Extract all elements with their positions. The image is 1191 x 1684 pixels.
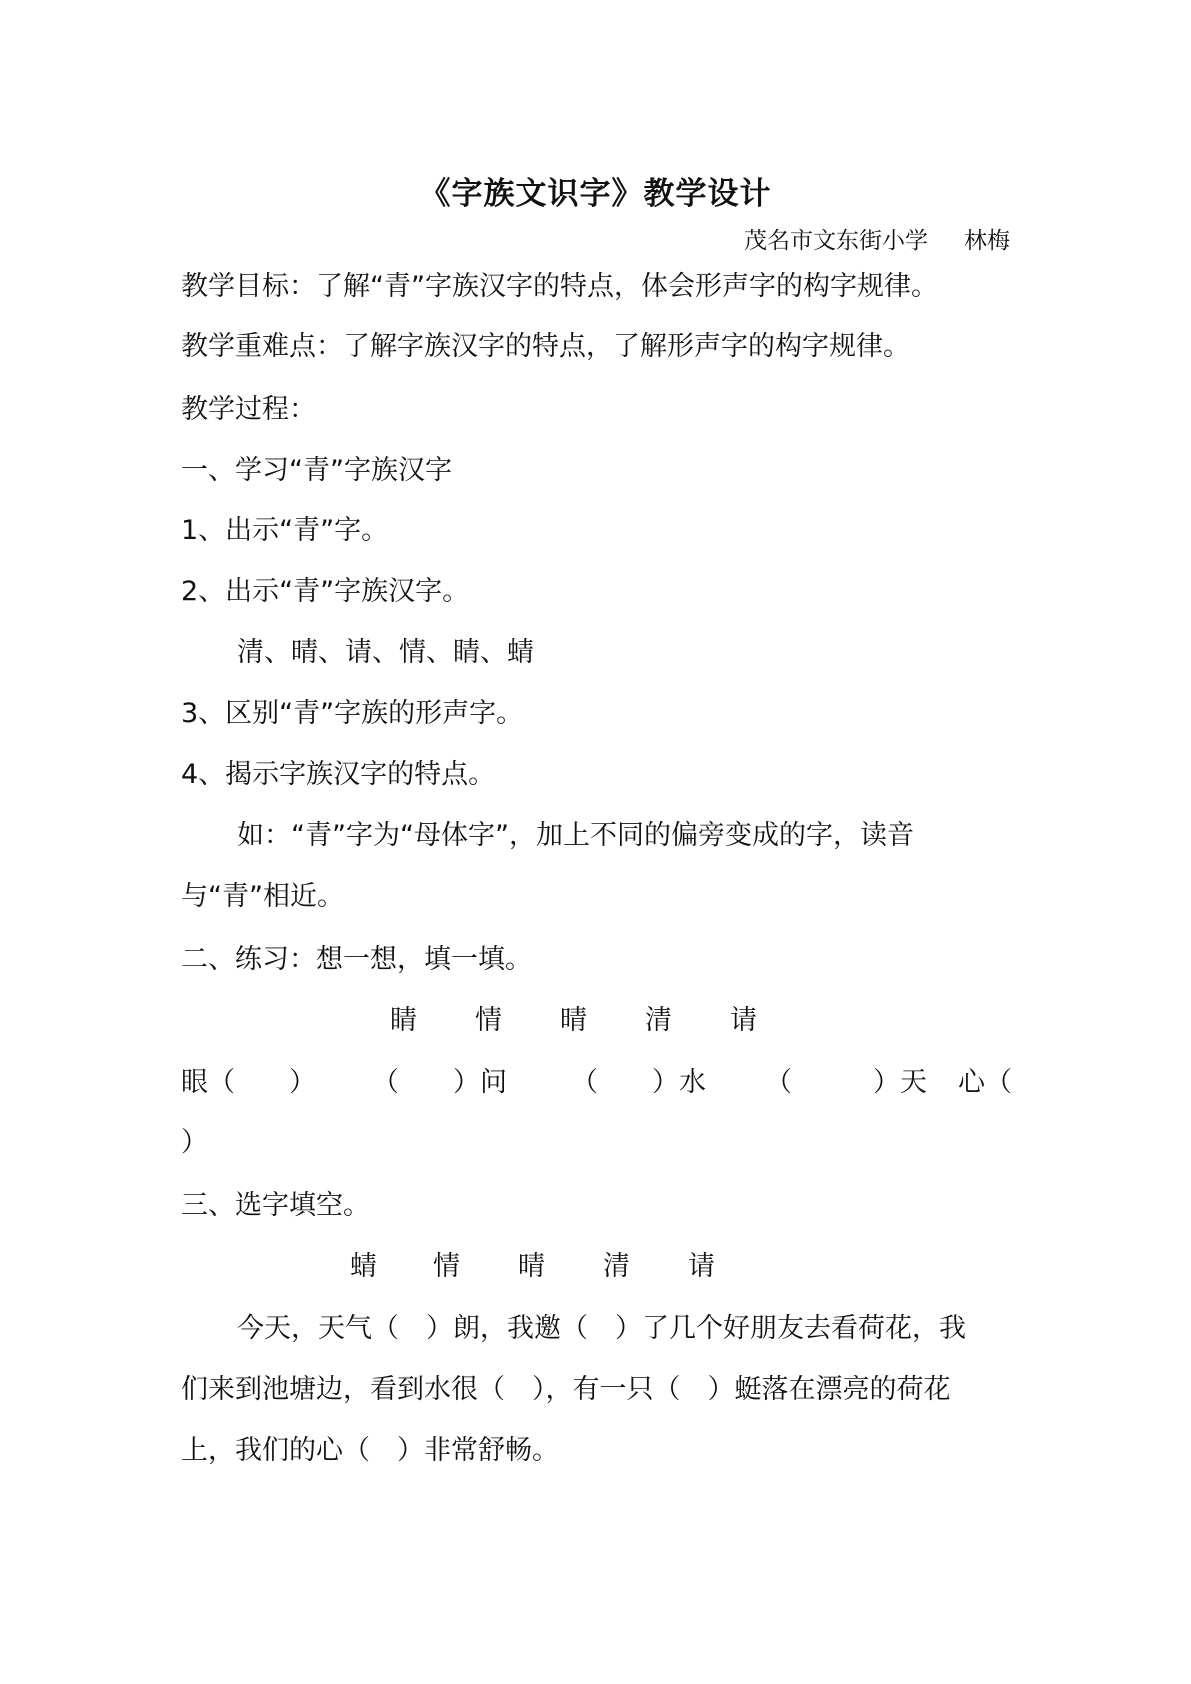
blank-item: 心（ (958, 1067, 1012, 1098)
explain-line-2: 与“青”相近。 (181, 881, 344, 912)
option-char: 情 (475, 1005, 502, 1036)
teaching-objective: 教学目标：了解“青”字族汉字的特点，体会形声字的构字规律。 (181, 271, 938, 302)
blank-item: 眼（ ） (181, 1067, 316, 1098)
part3-heading: 三、选字填空。 (181, 1190, 370, 1221)
explain-line-1: 如：“青”字为“母体字”，加上不同的偏旁变成的字，读音 (237, 820, 914, 851)
option-char: 晴 (560, 1005, 587, 1036)
author-line (744, 222, 1010, 255)
blank-item: （ ）水 (571, 1067, 706, 1098)
blank-wrap: ） (181, 1127, 208, 1158)
part1-step3: 3、区别“青”字族的形声字。 (181, 698, 524, 729)
teaching-key-points: 教学重难点：了解字族汉字的特点，了解形声字的构字规律。 (181, 331, 910, 362)
author-school: 茂名市文东街小学 (744, 228, 928, 254)
blank-item: （ ）问 (372, 1067, 507, 1098)
char-list: 清、晴、请、情、睛、蜻 (237, 637, 534, 668)
process-heading: 教学过程： (181, 394, 316, 425)
part1-step4: 4、揭示字族汉字的特点。 (181, 759, 496, 790)
blank-item: （ ）天 (765, 1067, 927, 1098)
option-char: 请 (688, 1251, 715, 1282)
part1-step2: 2、出示“青”字族汉字。 (181, 576, 470, 607)
option-char: 睛 (390, 1005, 417, 1036)
fill-paragraph-line-2: 们来到池塘边，看到水很（ ），有一只（ ）蜓落在漂亮的荷花 (181, 1374, 951, 1405)
part1-heading: 一、学习“青”字族汉字 (181, 455, 452, 486)
option-char: 情 (433, 1251, 460, 1282)
fill-paragraph-line-3: 上，我们的心（ ）非常舒畅。 (181, 1435, 559, 1466)
option-char: 清 (603, 1251, 630, 1282)
option-char: 蜻 (350, 1251, 377, 1282)
part2-heading: 二、练习：想一想，填一填。 (181, 944, 532, 975)
fill-paragraph-line-1: 今天，天气（ ）朗，我邀（ ）了几个好朋友去看荷花，我 (237, 1313, 966, 1344)
author-name: 林梅 (964, 228, 1010, 254)
document-title: 《字族文识字》教学设计 (419, 176, 772, 212)
part1-step1: 1、出示“青”字。 (181, 515, 389, 546)
option-char: 清 (645, 1005, 672, 1036)
option-char: 晴 (518, 1251, 545, 1282)
option-char: 请 (730, 1005, 757, 1036)
